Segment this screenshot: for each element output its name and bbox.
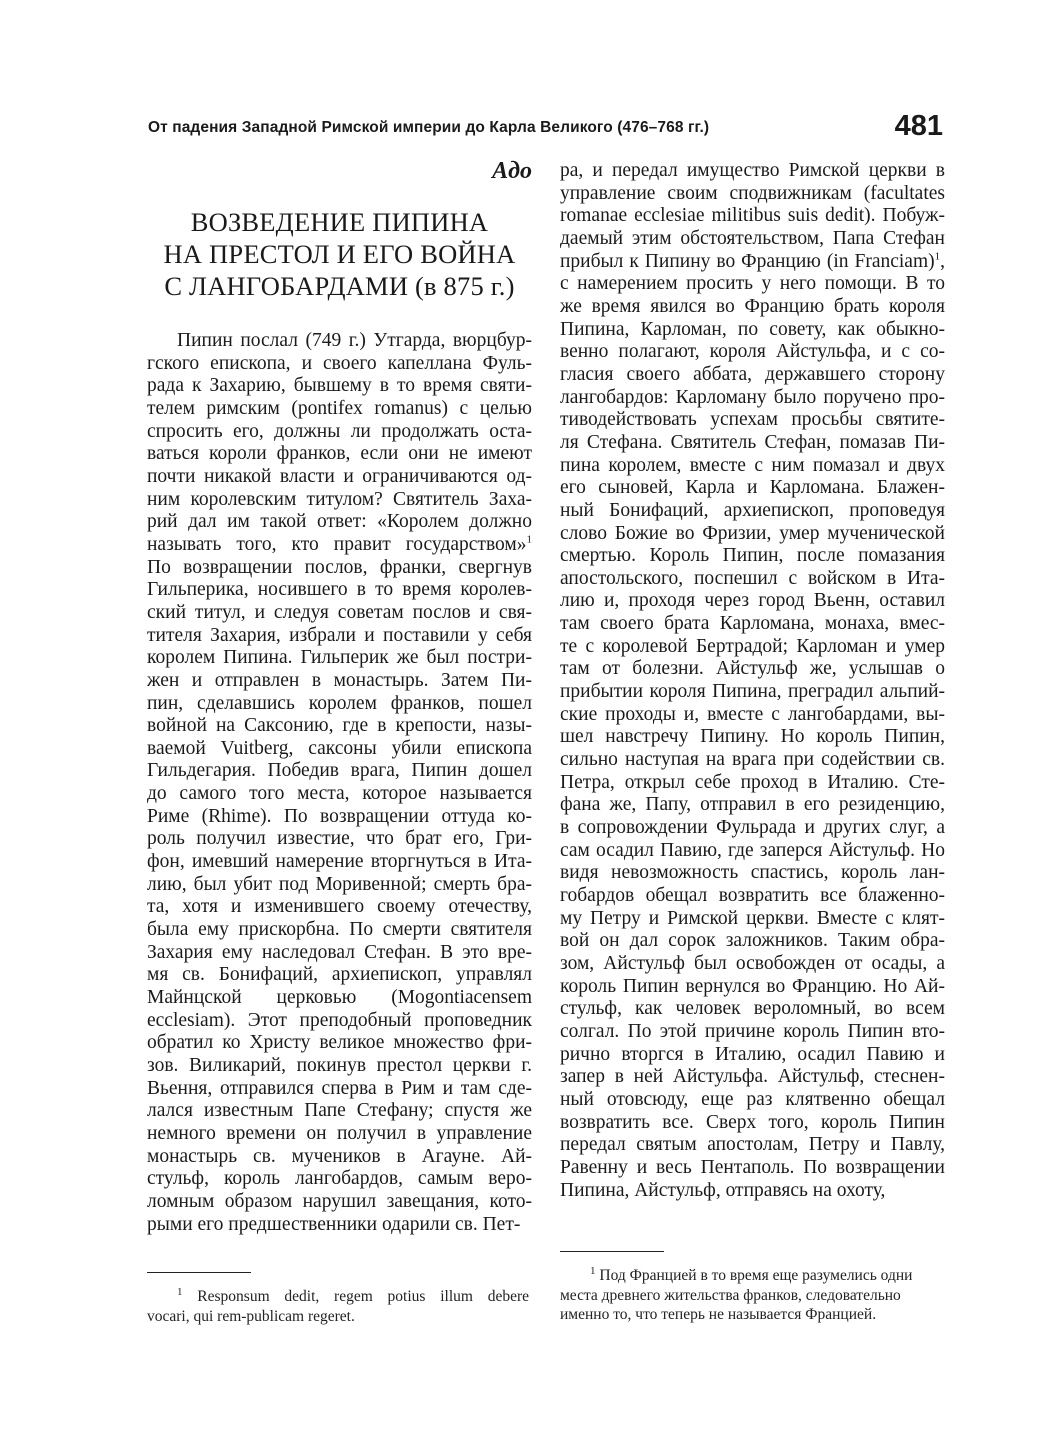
- text-line: [147, 715, 532, 738]
- text-line: [147, 1191, 532, 1214]
- text-line: [147, 466, 532, 489]
- text-line-content: смертью. Король Пипин, после помазания: [560, 545, 945, 567]
- text-line: [560, 409, 945, 432]
- text-line-content: Равенну и весь Пентаполь. По возвращении: [560, 1156, 945, 1178]
- text-line: [560, 296, 945, 319]
- text-line-content: с намерением просить у него помощи. В то: [560, 273, 945, 295]
- text-line: [560, 432, 945, 455]
- text-line: [147, 579, 532, 602]
- text-line: [560, 681, 945, 704]
- text-line-content: король Пипин вернулся во Францию. Но Ай-: [560, 975, 945, 997]
- text-line: [560, 953, 945, 976]
- text-line-content: его сыновей, Карла и Карломана. Блажен-: [560, 477, 945, 499]
- text-line: [147, 443, 532, 466]
- text-line: [560, 998, 945, 1021]
- text-line: [560, 636, 945, 659]
- text-line-content: гского епископа, и своего капеллана Фуль-: [147, 352, 532, 374]
- text-line: [560, 930, 945, 953]
- text-line-content: Гильдегария. Победив врага, Пипин дошел: [147, 760, 532, 782]
- text-line-content: сам осадил Павию, где заперся Айстульф. Но: [560, 839, 945, 861]
- text-line: [147, 964, 532, 987]
- text-line-content: слово Божие во Фризии, умер мученической: [560, 522, 945, 544]
- text-line: [560, 545, 945, 568]
- footnote-line: места древнего жительства франков, следовательно: [560, 1286, 901, 1304]
- text-line-content: romanae ecclesiae militibus suis dedit). Побуж-: [560, 205, 945, 227]
- text-line-content: му Петру и Римской церкви. Вместе с клят-: [560, 907, 945, 929]
- text-line-content: Риме (Rhime). По возвращении оттуда ко-: [147, 805, 532, 827]
- text-line: [147, 1078, 532, 1101]
- text-line-content: там от болезни. Айстульф же, услышав о: [560, 658, 945, 680]
- text-line: [147, 1123, 532, 1146]
- text-line: [560, 387, 945, 410]
- text-line: [560, 704, 945, 727]
- text-line-content: ваться короли франков, если они не имеют: [147, 443, 532, 465]
- text-line: [560, 1066, 945, 1089]
- text-line-content: те с королевой Бертрадой; Карломан и умер: [560, 635, 945, 657]
- footnote-line: именно то, что теперь не называется Францией.: [560, 1306, 877, 1323]
- text-line-content: ваемой Vuitberg, саксоны убили епископа: [147, 737, 532, 759]
- text-line-content: гобардов обещал возвратить все блаженно-: [560, 885, 945, 906]
- text-line: [560, 794, 945, 817]
- text-line-content: ecclesiam). Этот преподобный проповедник: [147, 1009, 532, 1031]
- text-line: [560, 523, 945, 546]
- text-line-content: зом, Айстульф был освобожден от осады, а: [560, 952, 945, 974]
- text-line: [147, 806, 532, 829]
- text-line: [560, 205, 945, 228]
- body-text: [560, 160, 945, 1202]
- text-line-content: монастырь св. мучеников в Агауне. Ай-: [147, 1145, 532, 1167]
- text-line-content: солгал. По этой причине король Пипин вто-: [560, 1020, 945, 1042]
- text-line: [560, 772, 945, 795]
- text-line: [147, 1055, 532, 1078]
- text-line: [147, 647, 532, 670]
- text-line: [147, 783, 532, 806]
- text-line: [560, 658, 945, 681]
- text-line-content: рично вторгся в Италию, осадил Павию и: [560, 1043, 945, 1065]
- text-line: [560, 1021, 945, 1044]
- text-line: [560, 840, 945, 863]
- text-line-content: стульф, как человек вероломный, во всем: [560, 998, 945, 1020]
- body-text: [147, 330, 532, 1236]
- title-line: ВОЗВЕДЕНИЕ ПИПИНА: [190, 207, 489, 237]
- text-line-content: апостольского, поспешил с войском в Ита-: [560, 567, 945, 589]
- footnote-rule: [147, 1272, 251, 1273]
- text-line: [560, 908, 945, 931]
- text-line: [560, 726, 945, 749]
- text-line: [147, 557, 532, 580]
- text-line: [560, 590, 945, 613]
- text-line: [147, 625, 532, 648]
- text-line-content: ские проходы и, вместе с лангобардами, вы-: [560, 703, 945, 725]
- text-line: [560, 1044, 945, 1067]
- text-line: [560, 1134, 945, 1157]
- text-line: [560, 817, 945, 840]
- text-line-content: сильно наступая на врага при содействии св.: [560, 749, 945, 771]
- footnote-line: $^1$ Под Францией в то время еще разумелись одни: [590, 1264, 913, 1284]
- text-line-content: управление своим сподвижникам (facultates: [560, 182, 945, 204]
- text-line-content: ный отовсюду, еще раз клятвенно обещал: [560, 1088, 945, 1110]
- text-line: [147, 602, 532, 625]
- text-line-content: в сопровождении Фульрада и других слуг, а: [560, 817, 945, 839]
- text-line: [147, 398, 532, 421]
- text-line-content: мя св. Бонифаций, архиепископ, управлял: [147, 964, 532, 986]
- text-line-content: фана же, Папу, отправил в его резиденцию,: [560, 794, 945, 816]
- text-line: [560, 568, 945, 591]
- text-line: [560, 500, 945, 523]
- title-line: НА ПРЕСТОЛ И ЕГО ВОЙНА: [163, 239, 516, 269]
- text-line: [560, 160, 945, 183]
- text-line-content: рада к Захарию, бывшему в то время святи-: [147, 375, 532, 397]
- text-line: [147, 1100, 532, 1123]
- text-line-content: шел навстречу Пипину. Но король Пипин,: [560, 726, 945, 748]
- text-line-content: стульф, король лангобардов, самым веро-: [147, 1168, 532, 1190]
- text-line-content: роль получил известие, что брат его, Гри-: [147, 828, 532, 850]
- text-line: [147, 670, 532, 693]
- text-line: [560, 862, 945, 885]
- footnote-marker: 1: [177, 1285, 183, 1298]
- text-line: [147, 511, 532, 534]
- text-line: [147, 375, 532, 398]
- footnote-reference: 1: [934, 250, 941, 263]
- text-line-content: зов. Виликарий, покинув престол церкви г.: [147, 1055, 532, 1076]
- text-line-content: ним королевским титулом? Святитель Заха-: [147, 488, 532, 510]
- text-line-content: Пипина, Айстульф, отправясь на охоту,: [560, 1179, 886, 1201]
- text-line-content: ломным образом нарушил завещания, кото-: [147, 1190, 532, 1212]
- right-column: [560, 160, 945, 1202]
- text-line: [560, 1112, 945, 1135]
- text-line-content: вой он дал сорок заложников. Таким обра-: [560, 930, 945, 952]
- text-line-content: та, хотя и изменившего своему отечеству,: [147, 896, 532, 918]
- text-line: [147, 421, 532, 444]
- text-line-content: даемый этим обстоятельством, Папа Стефан: [560, 227, 945, 249]
- article-title: [147, 206, 532, 302]
- text-line-content: гласия своего аббата, державшего сторону: [560, 363, 945, 385]
- footnote-line: $^1$ Responsum dedit, regem potius illum debere: [177, 1285, 530, 1305]
- text-line-content: пина королем, вместе с ним помазал и двух: [560, 454, 945, 476]
- text-line-content: называть того, кто правит государством»: [147, 533, 527, 555]
- text-line-content: возвратить все. Сверх того, король Пипин: [560, 1111, 945, 1133]
- text-line: [147, 828, 532, 851]
- text-line-content: пин, сделавшись королем франков, пошел: [147, 692, 532, 714]
- text-line-content: телем римским (pontifex romanus) с целью: [147, 397, 532, 419]
- footnote: [560, 1266, 945, 1325]
- page-number: 481: [894, 110, 943, 142]
- text-line: [147, 896, 532, 919]
- text-line-content: венно полагают, короля Айстульфа, и с со-: [560, 341, 945, 363]
- text-line-content: Майнцской церковью (Mogontiacensem: [147, 987, 532, 1009]
- text-line-content: По возвращении послов, франки, свергнув: [147, 556, 532, 578]
- footnote: [147, 1287, 529, 1326]
- text-line-content: тиводействовать успехам просьбы святите-: [560, 409, 945, 431]
- text-line-content: Пипина, Карломан, по совету, как обыкно-: [560, 318, 945, 340]
- text-line: [560, 341, 945, 364]
- text-line: [560, 749, 945, 772]
- left-column: [147, 160, 532, 1236]
- text-line: [560, 1089, 945, 1112]
- text-line-content: Гильперика, носившего в то время королев-: [147, 579, 532, 601]
- text-line-content: ра, и передал имущество Римской церкви в: [560, 160, 945, 181]
- text-line-content: лался известным Папе Стефану; спустя же: [147, 1100, 532, 1122]
- text-line-content: запер в ней Айстульфа. Айстульф, стеснен-: [560, 1066, 945, 1088]
- text-line: [147, 874, 532, 897]
- text-line-content: обратил ко Христу великое множество фри-: [147, 1032, 532, 1054]
- text-line-content: рий дал им такой ответ: «Королем должно: [147, 511, 532, 533]
- text-line: [147, 353, 532, 376]
- text-line: [147, 942, 532, 965]
- running-head-title: От падения Западной Римской империи до Карла Великого (476–768 гг.): [148, 119, 710, 136]
- text-line-content: ный Бонифаций, архиепископ, проповедуя: [560, 499, 945, 521]
- text-line-content: Пипин послал (749 г.) Утгарда, вюрцбур-: [177, 330, 532, 351]
- text-line-content: королем Пипина. Гильперик же был постри-: [147, 647, 532, 669]
- running-head: [148, 112, 943, 146]
- text-line: [560, 885, 945, 908]
- text-line: [147, 534, 532, 557]
- footnote-line: vocari, qui rem-publicam regeret.: [147, 1307, 355, 1325]
- text-line: [560, 273, 945, 296]
- text-line-content: жен и отправлен в монастырь. Затем Пи-: [147, 669, 532, 691]
- text-line-content: лию и, проходя через город Вьенн, оставил: [560, 590, 945, 612]
- text-line: [560, 183, 945, 206]
- text-line: [147, 1146, 532, 1169]
- text-line: [147, 738, 532, 761]
- text-line: [560, 319, 945, 342]
- text-line: [560, 477, 945, 500]
- text-line: [147, 1032, 532, 1055]
- text-line-content: немного времени он получил в управление: [147, 1122, 532, 1144]
- text-line: [147, 1168, 532, 1191]
- text-line-content: рыми его предшественники одарили св. Пет-: [147, 1213, 521, 1235]
- text-line: [560, 613, 945, 636]
- text-line-content: почти никакой власти и ограничиваются од-: [147, 465, 532, 487]
- text-line: [560, 1157, 945, 1180]
- text-line-content: видя невозможность спастись, король лан-: [560, 862, 945, 884]
- text-line-content: Вьення, отправился сперва в Рим и там сде-: [147, 1077, 532, 1099]
- text-line: [147, 919, 532, 942]
- text-line-content: фон, имевший намерение вторгнуться в Ита-: [147, 851, 532, 873]
- text-line-content: же время явился во Францию брать короля: [560, 295, 945, 317]
- footnote-rule: [560, 1251, 664, 1252]
- text-line: [560, 228, 945, 251]
- text-line: [560, 364, 945, 387]
- text-line: [147, 851, 532, 874]
- text-line-content: ля Стефана. Святитель Стефан, помазав Пи-: [560, 431, 945, 453]
- text-line: [147, 330, 532, 353]
- text-line: [147, 693, 532, 716]
- text-line-content: лию, был убит под Моривенной; смерть бра-: [147, 873, 532, 895]
- text-line-content: Петра, открыл себе проход в Италию. Сте-: [560, 771, 945, 793]
- text-line: [560, 1180, 945, 1203]
- text-line: [147, 760, 532, 783]
- text-line: [147, 489, 532, 512]
- text-line: [147, 987, 532, 1010]
- text-line-content: прибытии короля Пипина, преградил альпий-: [560, 681, 945, 703]
- text-line-content: войной на Саксонию, где в крепости, назы-: [147, 715, 532, 737]
- title-line: С ЛАНГОБАРДАМИ (в 875 г.): [164, 271, 515, 301]
- footnote-marker: 1: [590, 1264, 596, 1277]
- text-line-content: передал святым апостолам, Петру и Павлу,: [560, 1134, 945, 1156]
- text-line-content: там своего брата Карломана, монаха, вмес-: [560, 613, 945, 635]
- text-line: [560, 976, 945, 999]
- footnote-reference: 1: [526, 533, 532, 546]
- text-line-content: спросить его, должны ли продолжать оста-: [147, 420, 532, 442]
- author-name: Адо: [492, 158, 532, 184]
- text-line: прибыл к Пипину во Францию (in Franciam)$^1$,: [560, 250, 945, 272]
- text-line-content: до самого того места, которое называется: [147, 783, 532, 805]
- text-line: [147, 1214, 532, 1237]
- text-line-content: лангобардов: Карломану было поручено про-: [560, 386, 945, 408]
- text-line-content: тителя Захария, избрали и поставили у себя: [147, 624, 532, 646]
- text-line-content: ский титул, и следуя советам послов и свя-: [147, 601, 532, 623]
- text-line-content: была ему прискорбна. По смерти святителя: [147, 919, 532, 941]
- text-line-content: Захария ему наследовал Стефан. В это вре-: [147, 941, 532, 963]
- text-line: [560, 455, 945, 478]
- text-line: [147, 1010, 532, 1033]
- text-line-content: прибыл к Пипину во Францию (in Franciam): [560, 250, 935, 272]
